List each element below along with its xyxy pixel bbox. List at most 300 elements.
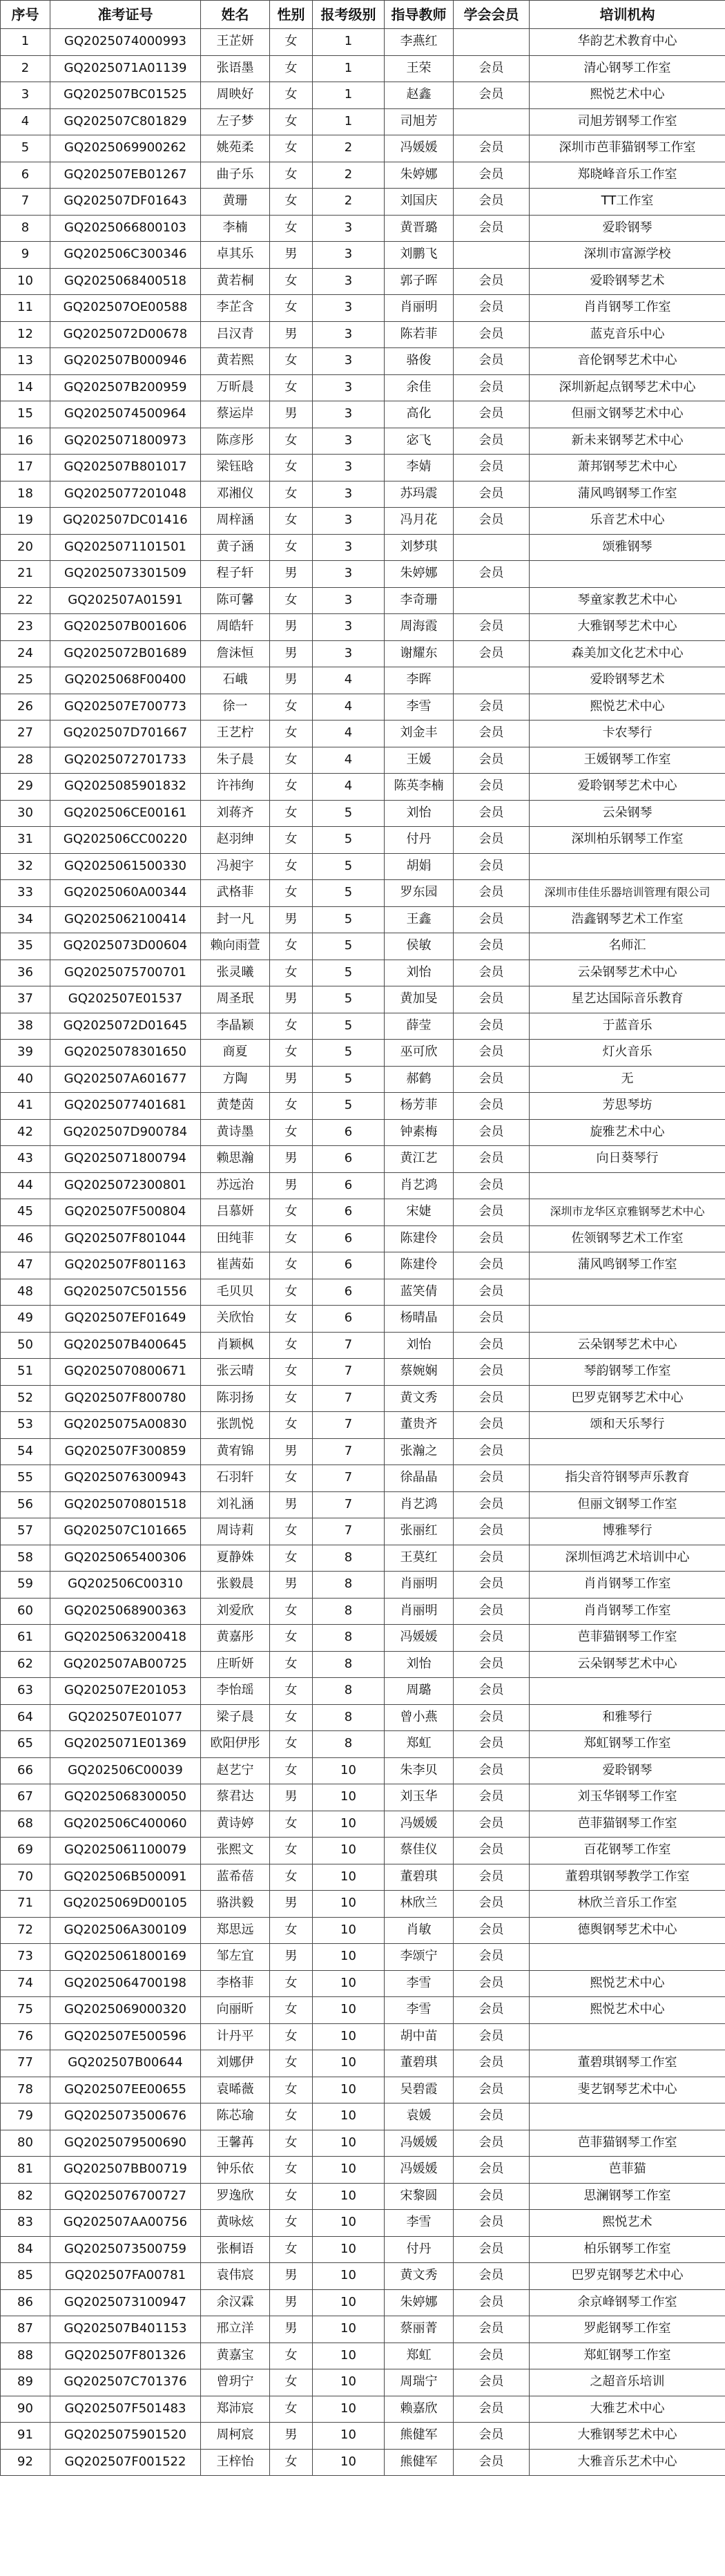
admission-number-cell: GQ2025072701733 [50,747,201,774]
index-cell: 60 [1,1598,50,1625]
instructor-cell: 徐晶晶 [385,1465,454,1492]
admission-number-cell: GQ202507FA00781 [50,2263,201,2290]
gender-cell: 女 [270,1704,313,1731]
member-cell: 会员 [454,2289,530,2316]
index-cell: 89 [1,2369,50,2396]
level-cell: 7 [313,1518,385,1545]
gender-cell: 女 [270,853,313,880]
gender-cell: 男 [270,321,313,348]
level-cell: 10 [313,2316,385,2343]
gender-cell: 女 [270,827,313,854]
institution-cell: 大雅音乐艺术中心 [530,2449,725,2476]
level-cell: 10 [313,1757,385,1784]
admission-number-cell: GQ2025060A00344 [50,880,201,907]
level-cell: 10 [313,2050,385,2077]
member-cell: 会员 [454,1385,530,1412]
name-cell: 邢立洋 [201,2316,270,2343]
admission-number-cell: GQ2025072B01689 [50,640,201,667]
index-cell: 27 [1,721,50,747]
gender-cell: 女 [270,2130,313,2157]
gender-cell: 女 [270,1545,313,1572]
admission-number-cell: GQ202507F800780 [50,1385,201,1412]
name-cell: 黄嘉彤 [201,1625,270,1652]
member-cell: 会员 [454,1332,530,1359]
institution-cell: 爱聆钢琴 [530,215,725,242]
member-cell: 会员 [454,853,530,880]
instructor-cell: 曾小燕 [385,1704,454,1731]
institution-cell: 于蓝音乐 [530,1013,725,1040]
name-cell: 詹沫恒 [201,640,270,667]
institution-cell: 但丽文钢琴工作室 [530,1491,725,1518]
member-cell: 会员 [454,2236,530,2263]
member-cell: 会员 [454,82,530,109]
table-row [1,906,725,933]
index-cell: 53 [1,1412,50,1439]
table-row [1,721,725,747]
institution-cell: 肖肖钢琴工作室 [530,1598,725,1625]
member-cell: 会员 [454,1359,530,1386]
level-cell: 7 [313,1359,385,1386]
instructor-cell: 罗东园 [385,880,454,907]
index-cell: 47 [1,1252,50,1279]
admission-number-cell: GQ2025074000993 [50,29,201,56]
index-cell: 44 [1,1172,50,1199]
index-cell: 20 [1,534,50,561]
name-cell: 赖思瀚 [201,1146,270,1173]
admission-number-cell: GQ2025068400518 [50,268,201,295]
admission-number-cell: GQ2025073500676 [50,2103,201,2130]
instructor-cell: 刘怡 [385,1332,454,1359]
level-cell: 5 [313,853,385,880]
instructor-cell: 刘怡 [385,1651,454,1678]
instructor-cell: 蓝笑倩 [385,1279,454,1306]
instructor-cell: 宋黎圆 [385,2183,454,2210]
gender-cell: 男 [270,640,313,667]
member-cell: 会员 [454,2423,530,2450]
gender-cell: 女 [270,933,313,960]
institution-cell: 熙悦艺术中心 [530,1970,725,1997]
index-cell: 15 [1,401,50,428]
institution-cell: 颂和天乐琴行 [530,1412,725,1439]
admission-number-cell: GQ2025069000320 [50,1997,201,2024]
level-cell: 5 [313,960,385,986]
instructor-cell: 肖丽明 [385,1572,454,1599]
table-row [1,1518,725,1545]
admission-number-cell: GQ202507A01591 [50,587,201,614]
level-cell: 8 [313,1625,385,1652]
gender-cell: 女 [270,1917,313,1944]
name-cell: 刘娜伊 [201,2050,270,2077]
level-cell: 5 [313,906,385,933]
admission-number-cell: GQ202507B200959 [50,374,201,401]
member-cell: 会员 [454,694,530,721]
member-cell: 会员 [454,1306,530,1333]
level-cell: 10 [313,2343,385,2369]
table-row [1,108,725,135]
name-cell: 罗逸欣 [201,2183,270,2210]
index-cell: 16 [1,428,50,455]
gender-cell: 男 [270,1891,313,1918]
name-cell: 袁晞薇 [201,2077,270,2103]
index-cell: 84 [1,2236,50,2263]
name-cell: 左子梦 [201,108,270,135]
gender-cell: 男 [270,1784,313,1811]
index-cell: 43 [1,1146,50,1173]
admission-number-cell: GQ202507EB01267 [50,162,201,189]
name-cell: 李晶颖 [201,1013,270,1040]
admission-number-cell: GQ202507AB00725 [50,1651,201,1678]
index-cell: 40 [1,1066,50,1093]
name-cell: 苏远治 [201,1172,270,1199]
level-cell: 10 [313,2157,385,2184]
name-cell: 计丹平 [201,2023,270,2050]
gender-cell: 男 [270,614,313,641]
gender-cell: 女 [270,2050,313,2077]
level-cell: 2 [313,162,385,189]
member-cell: 会员 [454,1199,530,1226]
table-row [1,614,725,641]
gender-cell: 女 [270,29,313,56]
table-row [1,1704,725,1731]
level-cell: 5 [313,1093,385,1120]
institution-cell: 林欣兰音乐工作室 [530,1891,725,1918]
admission-number-cell: GQ202507F501483 [50,2396,201,2423]
level-cell: 10 [313,1811,385,1838]
gender-cell: 女 [270,1598,313,1625]
table-row [1,2130,725,2157]
name-cell: 黄嘉宝 [201,2343,270,2369]
admission-number-cell: GQ202507B00644 [50,2050,201,2077]
member-cell: 会员 [454,374,530,401]
instructor-cell: 董碧琪 [385,1864,454,1891]
gender-cell: 女 [270,800,313,827]
table-row [1,2343,725,2369]
admission-number-cell: GQ202507E700773 [50,694,201,721]
table-row [1,1465,725,1492]
index-cell: 31 [1,827,50,854]
level-cell: 10 [313,1784,385,1811]
admission-number-cell: GQ2025075901520 [50,2423,201,2450]
member-cell: 会员 [454,614,530,641]
institution-cell: 大雅钢琴艺术中心 [530,2423,725,2450]
level-cell: 4 [313,721,385,747]
level-cell: 5 [313,1040,385,1067]
table-row [1,29,725,56]
instructor-cell: 陈若菲 [385,321,454,348]
name-cell: 赖向雨萱 [201,933,270,960]
level-cell: 3 [313,508,385,535]
instructor-cell: 李晖 [385,667,454,694]
institution-cell: 之超音乐培训 [530,2369,725,2396]
table-row [1,321,725,348]
header-admission-number: 准考证号 [50,1,201,29]
instructor-cell: 董碧琪 [385,2050,454,2077]
level-cell: 3 [313,321,385,348]
instructor-cell: 肖艺鸿 [385,1172,454,1199]
admission-number-cell: GQ202507C801829 [50,108,201,135]
index-cell: 59 [1,1572,50,1599]
instructor-cell: 李颂宁 [385,1944,454,1971]
table-row [1,1119,725,1146]
name-cell: 肖颖枫 [201,1332,270,1359]
name-cell: 邓湘仪 [201,481,270,508]
name-cell: 毛贝贝 [201,1279,270,1306]
index-cell: 86 [1,2289,50,2316]
table-row [1,242,725,269]
table-row [1,2369,725,2396]
table-row [1,667,725,694]
admission-number-cell: GQ2025062100414 [50,906,201,933]
gender-cell: 女 [270,534,313,561]
table-row [1,2050,725,2077]
member-cell: 会员 [454,1093,530,1120]
name-cell: 李楠 [201,215,270,242]
member-cell: 会员 [454,561,530,588]
institution-cell: 指尖音符钢琴声乐教育 [530,1465,725,1492]
level-cell: 10 [313,1838,385,1864]
institution-cell: 森美加文化艺术中心 [530,640,725,667]
admission-number-cell: GQ202507E500596 [50,2023,201,2050]
institution-cell: 罗彪钢琴工作室 [530,2316,725,2343]
name-cell: 黄子涵 [201,534,270,561]
gender-cell: 男 [270,906,313,933]
institution-cell: 音伦钢琴艺术中心 [530,348,725,375]
table-row [1,1545,725,1572]
name-cell: 万昕晨 [201,374,270,401]
member-cell: 会员 [454,1784,530,1811]
instructor-cell: 巫可欣 [385,1040,454,1067]
table-row [1,481,725,508]
gender-cell: 女 [270,1199,313,1226]
member-cell: 会员 [454,1545,530,1572]
institution-cell: 大雅艺术中心 [530,2396,725,2423]
instructor-cell: 陈建伶 [385,1225,454,1252]
name-cell: 周圣珉 [201,986,270,1013]
gender-cell: 女 [270,2023,313,2050]
index-cell: 46 [1,1225,50,1252]
table-row [1,1970,725,1997]
instructor-cell: 宓飞 [385,428,454,455]
instructor-cell: 宋婕 [385,1199,454,1226]
index-cell: 26 [1,694,50,721]
institution-cell: 董碧琪钢琴教学工作室 [530,1864,725,1891]
admission-number-cell: GQ202506CC00220 [50,827,201,854]
index-cell: 22 [1,587,50,614]
level-cell: 6 [313,1146,385,1173]
table-row [1,1944,725,1971]
table-row [1,747,725,774]
level-cell: 6 [313,1279,385,1306]
gender-cell: 女 [270,1225,313,1252]
member-cell: 会员 [454,1146,530,1173]
level-cell: 8 [313,1731,385,1758]
index-cell: 56 [1,1491,50,1518]
name-cell: 崔茜茹 [201,1252,270,1279]
institution-cell: 斐艺钢琴艺术中心 [530,2077,725,2103]
level-cell: 10 [313,2236,385,2263]
table-row [1,2289,725,2316]
admission-number-cell: GQ202506A300109 [50,1917,201,1944]
name-cell: 封一凡 [201,906,270,933]
member-cell: 会员 [454,321,530,348]
institution-cell: 巴罗克钢琴艺术中心 [530,1385,725,1412]
institution-cell: 芭菲猫 [530,2157,725,2184]
gender-cell: 女 [270,1625,313,1652]
admission-number-cell: GQ2025072300801 [50,1172,201,1199]
index-cell: 61 [1,1625,50,1652]
admission-number-cell: GQ202507OE00588 [50,295,201,322]
institution-cell: 深圳市龙华区京雅钢琴艺术中心 [530,1199,725,1226]
level-cell: 5 [313,933,385,960]
gender-cell: 女 [270,1970,313,1997]
level-cell: 1 [313,108,385,135]
member-cell: 会员 [454,1651,530,1678]
institution-cell: 熙悦艺术中心 [530,82,725,109]
level-cell: 7 [313,1412,385,1439]
instructor-cell: 黄文秀 [385,1385,454,1412]
instructor-cell: 薛莹 [385,1013,454,1040]
level-cell: 3 [313,614,385,641]
index-cell: 70 [1,1864,50,1891]
name-cell: 张凯悦 [201,1412,270,1439]
level-cell: 1 [313,29,385,56]
member-cell: 会员 [454,1279,530,1306]
index-cell: 21 [1,561,50,588]
table-row [1,1731,725,1758]
gender-cell: 女 [270,82,313,109]
member-cell: 会员 [454,428,530,455]
table-row [1,827,725,854]
level-cell: 10 [313,2077,385,2103]
header-index: 序号 [1,1,50,29]
table-row [1,933,725,960]
name-cell: 张熙文 [201,1838,270,1864]
admission-number-cell: GQ202507BC01525 [50,82,201,109]
institution-cell: 巴罗克钢琴艺术中心 [530,2263,725,2290]
index-cell: 12 [1,321,50,348]
institution-cell: 深圳柏乐钢琴工作室 [530,827,725,854]
table-row [1,1891,725,1918]
instructor-cell: 冯月花 [385,508,454,535]
instructor-cell: 李雪 [385,1997,454,2024]
index-cell: 81 [1,2157,50,2184]
gender-cell: 女 [270,1013,313,1040]
member-cell: 会员 [454,481,530,508]
level-cell: 6 [313,1172,385,1199]
instructor-cell: 张丽红 [385,1518,454,1545]
header-institution: 培训机构 [530,1,725,29]
level-cell: 10 [313,2210,385,2237]
gender-cell: 男 [270,2316,313,2343]
name-cell: 李芷含 [201,295,270,322]
name-cell: 郑思远 [201,1917,270,1944]
table-row [1,1811,725,1838]
admission-number-cell: GQ2025073500759 [50,2236,201,2263]
table-row [1,1332,725,1359]
level-cell: 1 [313,55,385,82]
header-member: 学会会员 [454,1,530,29]
index-cell: 19 [1,508,50,535]
level-cell: 7 [313,1465,385,1492]
gender-cell: 女 [270,455,313,481]
admission-number-cell: GQ202507E201053 [50,1678,201,1705]
level-cell: 10 [313,1944,385,1971]
table-row [1,2210,725,2237]
header-level: 报考级别 [313,1,385,29]
admission-number-cell: GQ202507A601677 [50,1066,201,1093]
index-cell: 62 [1,1651,50,1678]
index-cell: 33 [1,880,50,907]
member-cell: 会员 [454,1040,530,1067]
roster-body [1,29,725,2476]
gender-cell: 女 [270,1838,313,1864]
name-cell: 陈彦彤 [201,428,270,455]
instructor-cell: 郑虹 [385,1731,454,1758]
member-cell: 会员 [454,1438,530,1465]
instructor-cell: 黄加旻 [385,986,454,1013]
index-cell: 32 [1,853,50,880]
gender-cell: 女 [270,1811,313,1838]
index-cell: 57 [1,1518,50,1545]
level-cell: 10 [313,2396,385,2423]
table-row [1,880,725,907]
institution-cell [530,1678,725,1705]
admission-number-cell: GQ202506C400060 [50,1811,201,1838]
level-cell: 4 [313,667,385,694]
institution-cell: 华韵艺术教育中心 [530,29,725,56]
admission-number-cell: GQ202506CE00161 [50,800,201,827]
table-row [1,2316,725,2343]
gender-cell: 女 [270,108,313,135]
admission-number-cell: GQ202506C00039 [50,1757,201,1784]
table-row [1,2263,725,2290]
member-cell: 会员 [454,986,530,1013]
gender-cell: 女 [270,481,313,508]
gender-cell: 男 [270,242,313,269]
table-row [1,561,725,588]
gender-cell: 女 [270,508,313,535]
level-cell: 3 [313,401,385,428]
member-cell: 会员 [454,1970,530,1997]
table-row [1,2396,725,2423]
level-cell: 10 [313,2183,385,2210]
admission-number-cell: GQ202507F300859 [50,1438,201,1465]
table-row [1,1306,725,1333]
admission-number-cell: GQ202507B400645 [50,1332,201,1359]
institution-cell: 熙悦艺术 [530,2210,725,2237]
gender-cell: 女 [270,55,313,82]
header-row [1,1,725,29]
index-cell: 25 [1,667,50,694]
table-row [1,215,725,242]
table-row [1,534,725,561]
member-cell: 会员 [454,189,530,216]
index-cell: 50 [1,1332,50,1359]
name-cell: 冯昶宇 [201,853,270,880]
instructor-cell: 吴碧霞 [385,2077,454,2103]
gender-cell: 女 [270,1864,313,1891]
table-row [1,853,725,880]
instructor-cell: 王鑫 [385,906,454,933]
institution-cell [530,2023,725,2050]
member-cell: 会员 [454,1225,530,1252]
instructor-cell: 冯媛媛 [385,2130,454,2157]
index-cell: 5 [1,135,50,162]
name-cell: 黄若桐 [201,268,270,295]
member-cell: 会员 [454,960,530,986]
institution-cell: 颂雅钢琴 [530,534,725,561]
level-cell: 10 [313,1864,385,1891]
